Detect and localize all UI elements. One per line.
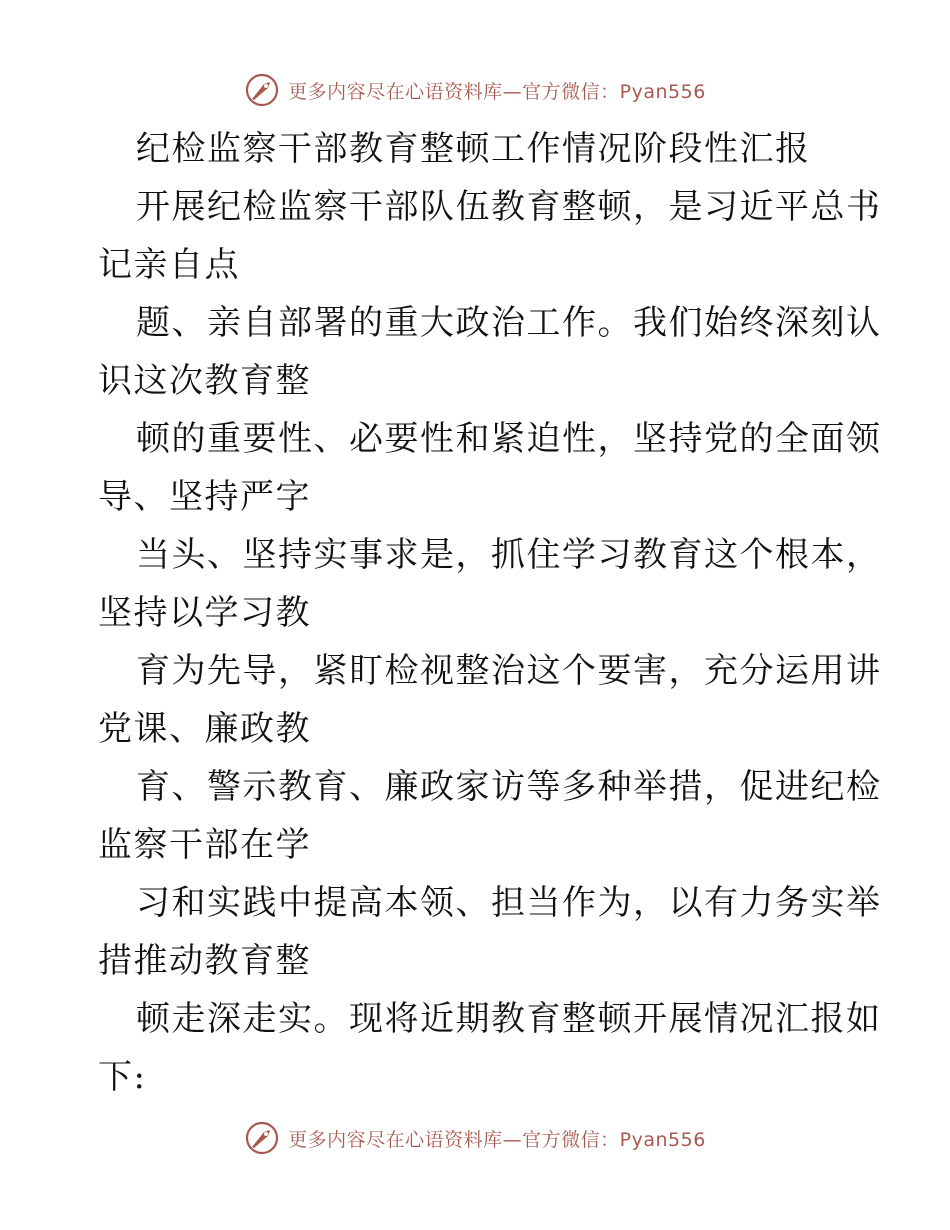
watermark-text: 更多内容尽在心语资料库—官方微信：Pyan556 xyxy=(288,1128,706,1151)
pen-nib-circle-icon xyxy=(244,1120,280,1156)
text-line: 下: xyxy=(98,1057,147,1097)
text-line: 题、亲自部署的重大政治工作。我们始终深刻认 xyxy=(136,303,882,343)
text-line: 措推动教育整 xyxy=(98,941,311,981)
text-line: 顿的重要性、必要性和紧迫性，坚持党的全面领 xyxy=(136,419,882,459)
watermark-text: 更多内容尽在心语资料库—官方微信：Pyan556 xyxy=(288,80,706,103)
header-watermark-banner xyxy=(0,68,950,112)
text-line: 开展纪检监察干部队伍教育整顿，是习近平总书 xyxy=(136,187,882,227)
text-line: 监察干部在学 xyxy=(98,825,311,865)
text-line: 当头、坚持实事求是，抓住学习教育这个根本， xyxy=(136,535,882,575)
text-line: 育为先导，紧盯检视整治这个要害，充分运用讲 xyxy=(136,651,882,691)
text-line: 习和实践中提高本领、担当作为，以有力务实举 xyxy=(136,883,882,923)
footer-watermark-banner xyxy=(0,1116,950,1160)
text-line: 育、警示教育、廉政家访等多种举措，促进纪检 xyxy=(136,767,882,807)
document-body xyxy=(98,120,882,1106)
text-line: 坚持以学习教 xyxy=(98,593,311,633)
text-line: 党课、廉政教 xyxy=(98,709,311,749)
text-line: 记亲自点 xyxy=(98,245,240,285)
text-line: 导、坚持严字 xyxy=(98,477,311,517)
text-line: 识这次教育整 xyxy=(98,361,311,401)
document-title: 纪检监察干部教育整顿工作情况阶段性汇报 xyxy=(136,129,811,169)
pen-nib-circle-icon xyxy=(244,72,280,108)
text-line: 顿走深走实。现将近期教育整顿开展情况汇报如 xyxy=(136,999,882,1039)
